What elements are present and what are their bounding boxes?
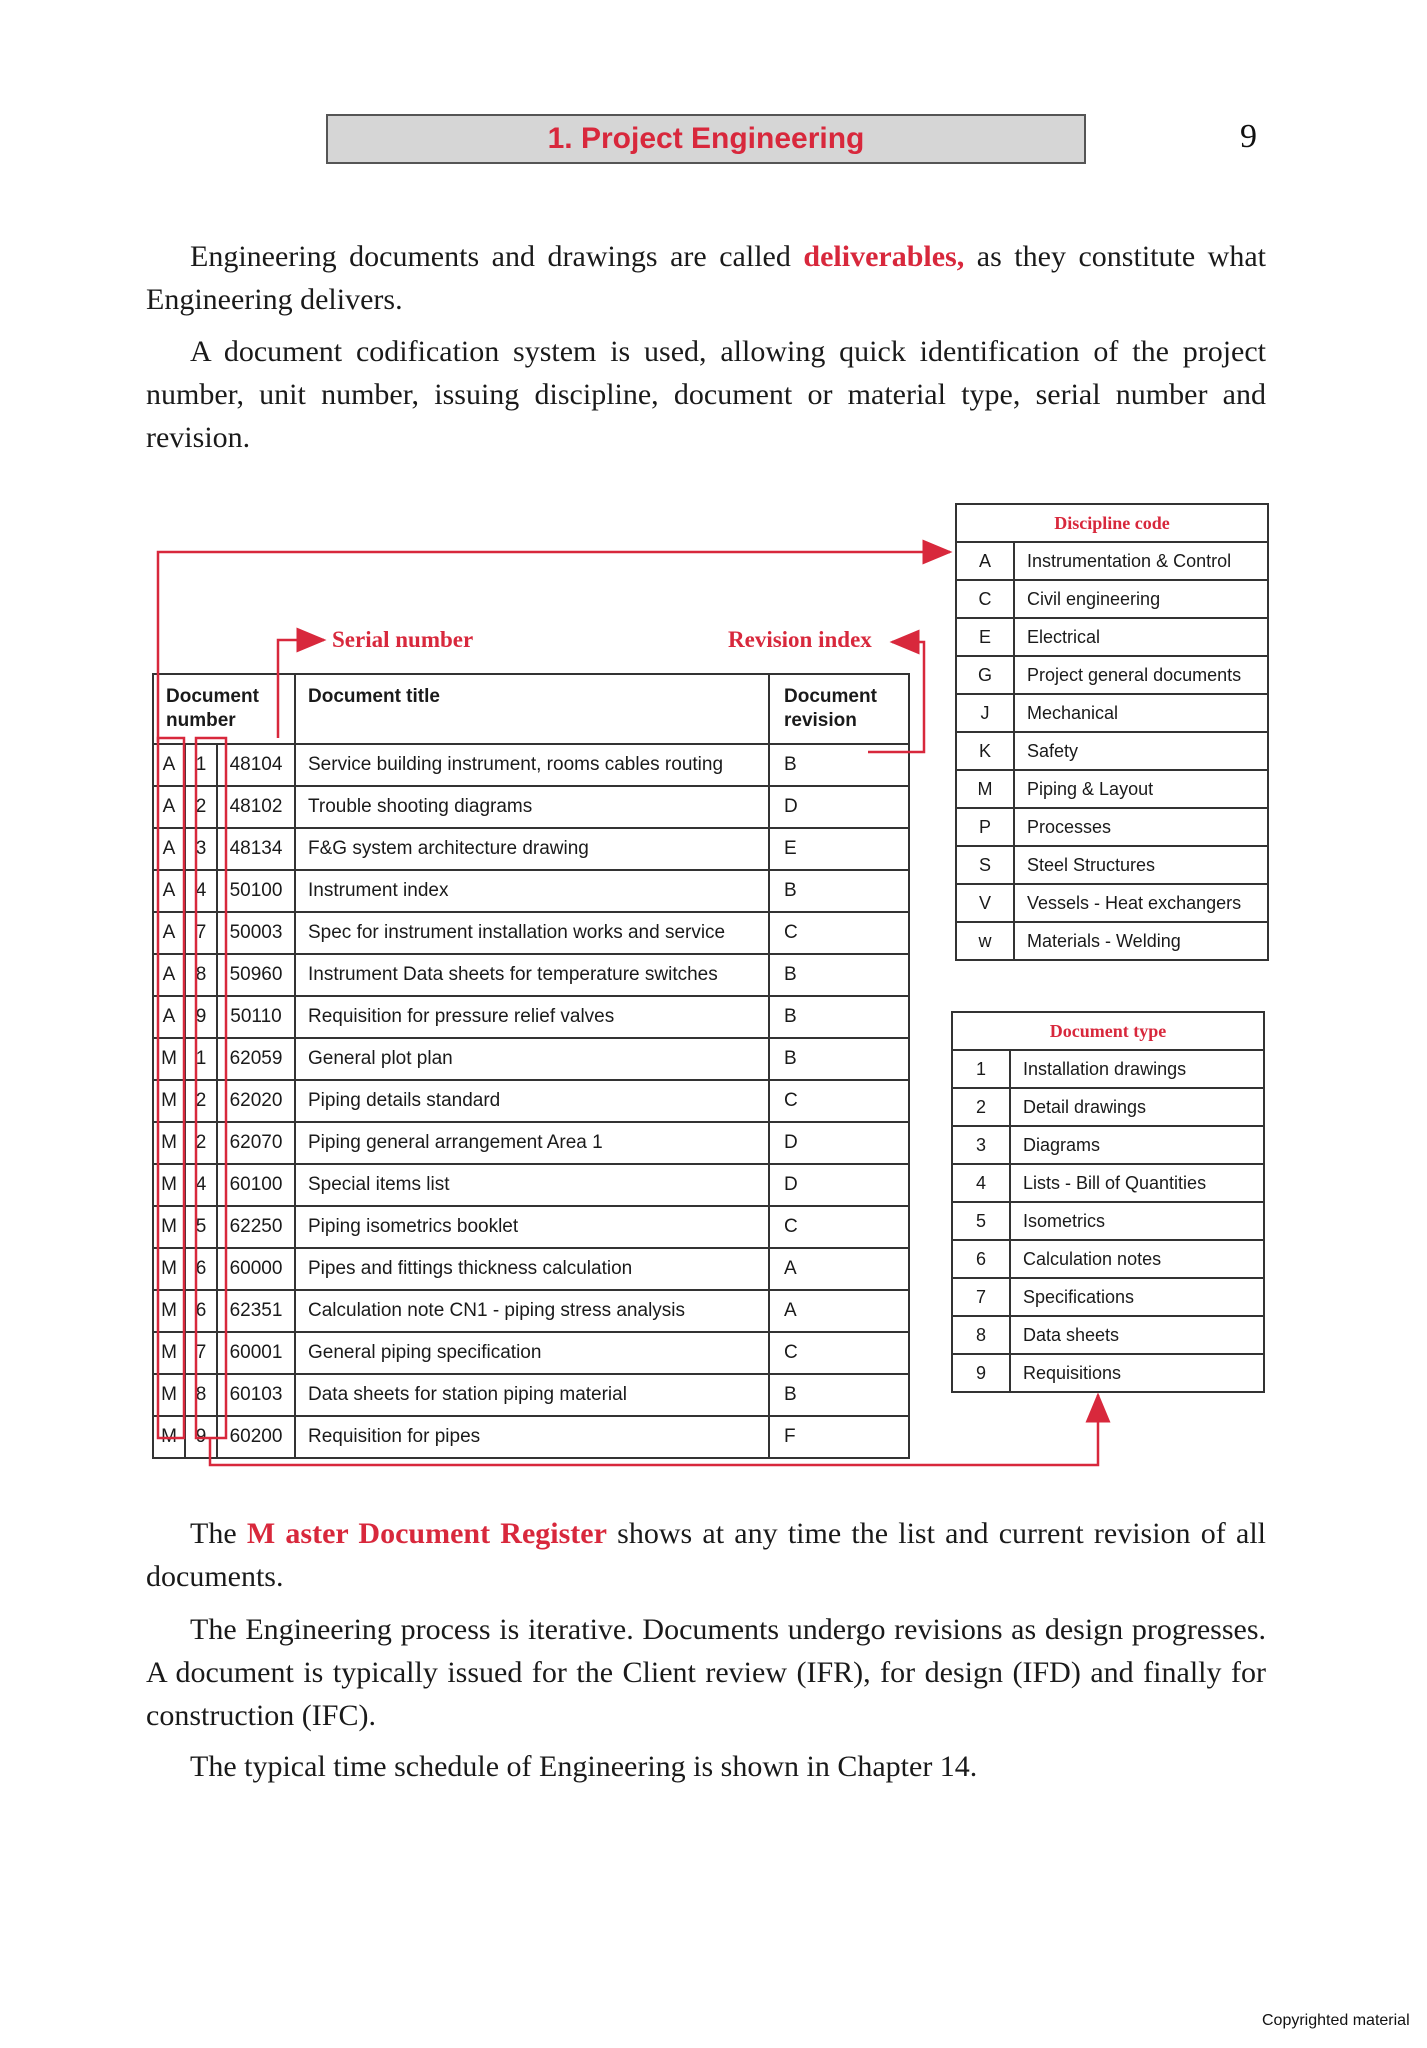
revision-cell: B [769, 1038, 909, 1080]
p5-text: The typical time schedule of Engineering is shown in Chapter 14. [190, 1750, 978, 1783]
discipline-cell: M [153, 1122, 185, 1164]
serial-cell: 48134 [217, 828, 295, 870]
code-cell: 2 [952, 1088, 1010, 1126]
table-row [153, 912, 909, 954]
code-cell: 5 [952, 1202, 1010, 1240]
description-cell: Data sheets [1010, 1316, 1264, 1354]
description-cell: Installation drawings [1010, 1050, 1264, 1088]
list-item [952, 1088, 1264, 1126]
list-item [952, 1202, 1264, 1240]
serial-cell: 60001 [217, 1332, 295, 1374]
table-row [153, 1164, 909, 1206]
list-item [956, 580, 1268, 618]
document-type-table [951, 1011, 1265, 1393]
revision-cell: D [769, 1122, 909, 1164]
title-cell: General piping specification [295, 1332, 769, 1374]
code-cell: 8 [952, 1316, 1010, 1354]
header-doc-number-line2: number [166, 710, 236, 731]
code-cell: M [956, 770, 1014, 808]
description-cell: Calculation notes [1010, 1240, 1264, 1278]
title-cell: Piping isometrics booklet [295, 1206, 769, 1248]
serial-cell: 60000 [217, 1248, 295, 1290]
table-row [153, 1122, 909, 1164]
title-cell: Instrument index [295, 870, 769, 912]
discipline-cell: M [153, 1206, 185, 1248]
list-item [956, 618, 1268, 656]
revision-cell: C [769, 912, 909, 954]
revision-cell: F [769, 1416, 909, 1458]
type-cell: 9 [185, 996, 217, 1038]
description-cell: Requisitions [1010, 1354, 1264, 1392]
p4-text: The Engineering process is iterative. Documents undergo revisions as design progresses. A document is typically issued for the Client review (IFR), for design (IFD) and finally for construction (IFC). [146, 1613, 1266, 1732]
code-cell: V [956, 884, 1014, 922]
code-cell: G [956, 656, 1014, 694]
revision-cell: B [769, 1374, 909, 1416]
title-cell: Calculation note CN1 - piping stress analysis [295, 1290, 769, 1332]
list-item [952, 1126, 1264, 1164]
type-cell: 6 [185, 1290, 217, 1332]
revision-cell: A [769, 1290, 909, 1332]
discipline-cell: A [153, 912, 185, 954]
type-cell: 5 [185, 1206, 217, 1248]
description-cell: Processes [1014, 808, 1268, 846]
code-cell: w [956, 922, 1014, 960]
table-row [153, 1332, 909, 1374]
type-cell: 1 [185, 744, 217, 786]
code-cell: 4 [952, 1164, 1010, 1202]
title-cell: F&G system architecture drawing [295, 828, 769, 870]
p1-text-after: as they constitute what Engineering delivers. [146, 240, 1267, 316]
title-cell: Requisition for pressure relief valves [295, 996, 769, 1038]
table-row [153, 870, 909, 912]
list-item [952, 1354, 1264, 1392]
table-header-row [153, 674, 909, 744]
list-item [956, 694, 1268, 732]
code-cell: K [956, 732, 1014, 770]
discipline-cell: A [153, 996, 185, 1038]
revision-cell: B [769, 744, 909, 786]
serial-cell: 48102 [217, 786, 295, 828]
revision-cell: C [769, 1080, 909, 1122]
table-row [153, 1206, 909, 1248]
table-row [153, 1038, 909, 1080]
type-cell: 6 [185, 1248, 217, 1290]
chapter-header [326, 114, 1086, 164]
discipline-cell: M [153, 1416, 185, 1458]
title-cell: Data sheets for station piping material [295, 1374, 769, 1416]
code-cell: P [956, 808, 1014, 846]
header-rev-line1: Document [784, 686, 877, 707]
title-cell: Trouble shooting diagrams [295, 786, 769, 828]
serial-cell: 62059 [217, 1038, 295, 1080]
code-cell: 1 [952, 1050, 1010, 1088]
description-cell: Diagrams [1010, 1126, 1264, 1164]
table-row [153, 828, 909, 870]
code-cell: J [956, 694, 1014, 732]
table-row [153, 954, 909, 996]
description-cell: Vessels - Heat exchangers [1014, 884, 1268, 922]
table-row [153, 1248, 909, 1290]
type-cell: 4 [185, 870, 217, 912]
list-item [952, 1050, 1264, 1088]
header-doc-number-line1: Document [166, 686, 259, 707]
description-cell: Steel Structures [1014, 846, 1268, 884]
code-cell: 7 [952, 1278, 1010, 1316]
paragraph-master-register [146, 1512, 1266, 1598]
header-document-title: Document title [295, 674, 769, 744]
serial-cell: 62020 [217, 1080, 295, 1122]
title-cell: Piping details standard [295, 1080, 769, 1122]
p1-highlight: deliverables, [803, 240, 965, 273]
revision-cell: B [769, 954, 909, 996]
page-number: 9 [1240, 118, 1257, 155]
p3-text-after: shows at any time the list and current revision of all documents. [146, 1517, 1266, 1593]
paragraph-codification [146, 330, 1266, 459]
title-cell: Piping general arrangement Area 1 [295, 1122, 769, 1164]
revision-cell: B [769, 870, 909, 912]
p1-text-before: Engineering documents and drawings are called [190, 240, 804, 273]
title-cell: Special items list [295, 1164, 769, 1206]
list-item [952, 1240, 1264, 1278]
document-type-title: Document type [952, 1012, 1264, 1050]
discipline-cell: M [153, 1080, 185, 1122]
description-cell: Safety [1014, 732, 1268, 770]
list-item [956, 656, 1268, 694]
list-item [956, 922, 1268, 960]
list-item [956, 884, 1268, 922]
description-cell: Isometrics [1010, 1202, 1264, 1240]
revision-cell: D [769, 786, 909, 828]
code-cell: S [956, 846, 1014, 884]
discipline-cell: M [153, 1374, 185, 1416]
discipline-cell: A [153, 870, 185, 912]
revision-index-label: Revision index [728, 627, 872, 652]
serial-cell: 60103 [217, 1374, 295, 1416]
title-cell: Service building instrument, rooms cables routing [295, 744, 769, 786]
description-cell: Project general documents [1014, 656, 1268, 694]
discipline-cell: A [153, 828, 185, 870]
serial-cell: 62070 [217, 1122, 295, 1164]
description-cell: Specifications [1010, 1278, 1264, 1316]
serial-cell: 50003 [217, 912, 295, 954]
list-item [956, 808, 1268, 846]
table-row [153, 996, 909, 1038]
table-row [153, 1416, 909, 1458]
description-cell: Piping & Layout [1014, 770, 1268, 808]
discipline-cell: A [153, 744, 185, 786]
header-document-number [153, 674, 295, 744]
title-cell: Requisition for pipes [295, 1416, 769, 1458]
type-cell: 1 [185, 1038, 217, 1080]
copyright-notice: Copyrighted material [1262, 2012, 1410, 2029]
serial-cell: 62351 [217, 1290, 295, 1332]
table-row [153, 786, 909, 828]
paragraph-time-schedule [146, 1745, 1266, 1788]
serial-cell: 60200 [217, 1416, 295, 1458]
paragraph-deliverables [146, 235, 1266, 321]
serial-cell: 50100 [217, 870, 295, 912]
description-cell: Instrumentation & Control [1014, 542, 1268, 580]
type-cell: 9 [185, 1416, 217, 1458]
serial-cell: 50960 [217, 954, 295, 996]
code-cell: A [956, 542, 1014, 580]
description-cell: Materials - Welding [1014, 922, 1268, 960]
header-rev-line2: revision [784, 710, 857, 731]
code-cell: 9 [952, 1354, 1010, 1392]
type-cell: 3 [185, 828, 217, 870]
type-cell: 4 [185, 1164, 217, 1206]
header-document-revision [769, 674, 909, 744]
serial-cell: 50110 [217, 996, 295, 1038]
description-cell: Electrical [1014, 618, 1268, 656]
code-cell: C [956, 580, 1014, 618]
serial-cell: 62250 [217, 1206, 295, 1248]
p3-highlight: M aster Document Register [246, 1517, 607, 1550]
discipline-cell: A [153, 954, 185, 996]
revision-cell: C [769, 1332, 909, 1374]
description-cell: Mechanical [1014, 694, 1268, 732]
type-cell: 2 [185, 1122, 217, 1164]
list-item [952, 1164, 1264, 1202]
type-cell: 2 [185, 786, 217, 828]
discipline-cell: M [153, 1248, 185, 1290]
serial-cell: 60100 [217, 1164, 295, 1206]
code-cell: E [956, 618, 1014, 656]
discipline-cell: A [153, 786, 185, 828]
title-cell: General plot plan [295, 1038, 769, 1080]
table-row [153, 744, 909, 786]
p2-text: A document codification system is used, allowing quick identification of the project number, unit number, issuing discipline, document or material type, serial number and revision. [146, 335, 1266, 454]
list-item [956, 732, 1268, 770]
code-cell: 3 [952, 1126, 1010, 1164]
list-item [956, 846, 1268, 884]
chapter-title: 1. Project Engineering [547, 122, 865, 155]
type-cell: 2 [185, 1080, 217, 1122]
discipline-cell: M [153, 1290, 185, 1332]
list-item [956, 770, 1268, 808]
type-cell: 7 [185, 1332, 217, 1374]
title-cell: Pipes and fittings thickness calculation [295, 1248, 769, 1290]
list-item [952, 1316, 1264, 1354]
discipline-cell: M [153, 1332, 185, 1374]
discipline-cell: M [153, 1164, 185, 1206]
revision-cell: C [769, 1206, 909, 1248]
type-cell: 7 [185, 912, 217, 954]
type-cell: 8 [185, 1374, 217, 1416]
revision-cell: E [769, 828, 909, 870]
code-cell: 6 [952, 1240, 1010, 1278]
discipline-code-table [955, 503, 1269, 961]
revision-cell: A [769, 1248, 909, 1290]
revision-cell: D [769, 1164, 909, 1206]
list-item [952, 1278, 1264, 1316]
title-cell: Instrument Data sheets for temperature switches [295, 954, 769, 996]
p3-text-before: The [190, 1517, 247, 1550]
description-cell: Lists - Bill of Quantities [1010, 1164, 1264, 1202]
document-list-table [152, 673, 910, 1459]
description-cell: Civil engineering [1014, 580, 1268, 618]
title-cell: Spec for instrument installation works and service [295, 912, 769, 954]
list-item [956, 542, 1268, 580]
table-row [153, 1290, 909, 1332]
serial-cell: 48104 [217, 744, 295, 786]
discipline-cell: M [153, 1038, 185, 1080]
serial-number-label: Serial number [332, 627, 474, 652]
table-row [153, 1374, 909, 1416]
description-cell: Detail drawings [1010, 1088, 1264, 1126]
discipline-code-title: Discipline code [956, 504, 1268, 542]
type-cell: 8 [185, 954, 217, 996]
revision-cell: B [769, 996, 909, 1038]
table-row [153, 1080, 909, 1122]
paragraph-iterative-process [146, 1608, 1266, 1737]
